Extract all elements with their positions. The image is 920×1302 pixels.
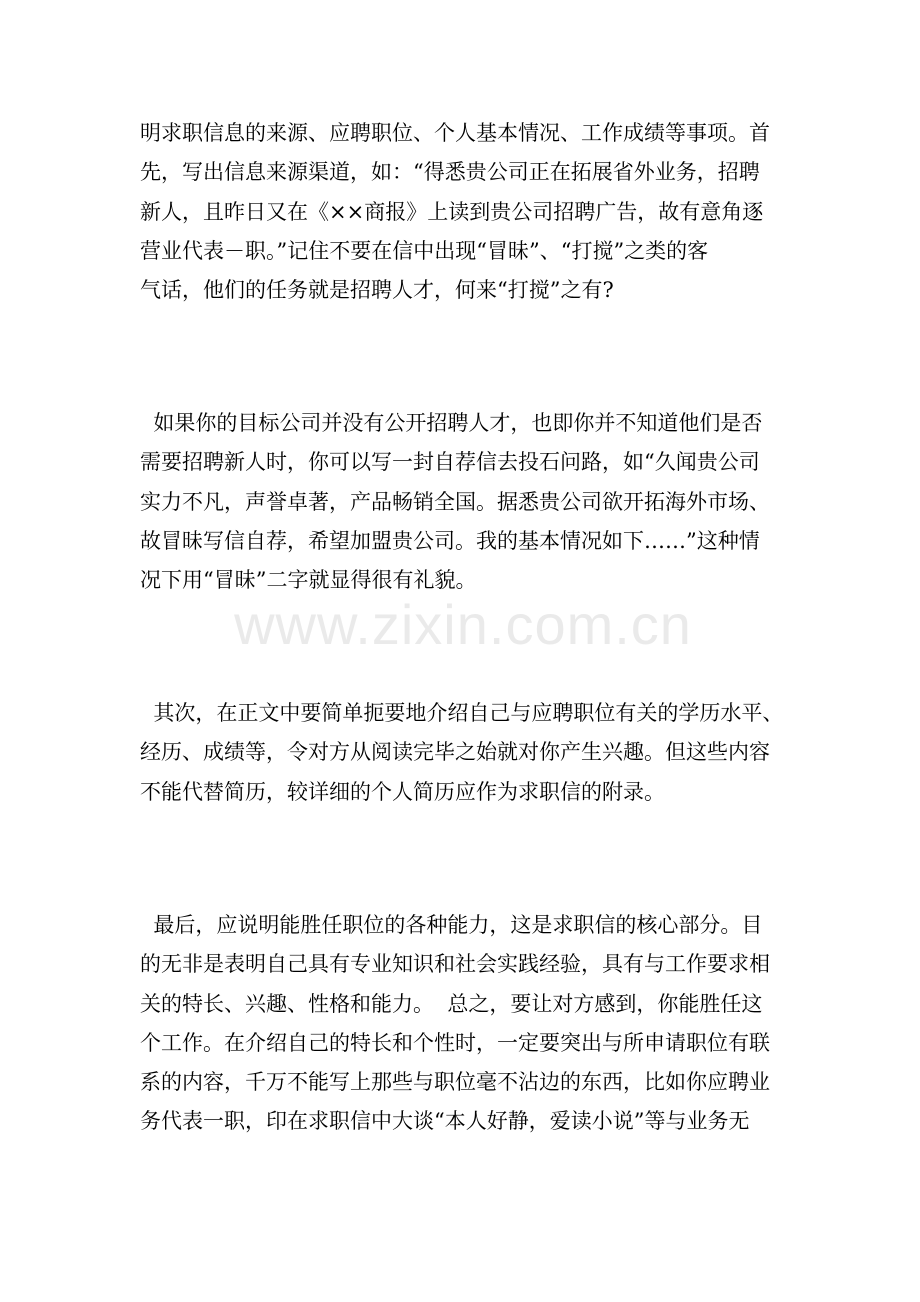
text-line: 的无非是表明自己具有专业知识和社会实践经验，具有与工作要求相 <box>140 952 770 977</box>
text-line: 新人，且昨日又在《××商报》上读到贵公司招聘广告，故有意角逐 <box>140 199 764 224</box>
text-line: 其次，在正文中要简单扼要地介绍自己与应聘职位有关的学历水平、 <box>140 701 784 725</box>
paragraph-2 <box>140 404 780 600</box>
text-line: 营业代表－职。”记住不要在信中出现“冒昧”、“打搅”之类的客 <box>140 238 709 263</box>
text-line: 况下用“冒昧”二字就显得很有礼貌。 <box>140 568 477 593</box>
text-line: 系的内容，千万不能写上那些与职位毫不沾边的东西，比如你应聘业 <box>140 1070 770 1095</box>
watermark: www.zixin.com.cn <box>234 593 692 656</box>
text-line: 需要招聘新人时，你可以写一封自荐信去投石问路，如“久闻贵公司 <box>140 450 760 475</box>
text-line: 关的特长、兴趣、性格和能力。 总之，要让对方感到，你能胜任这 <box>140 991 763 1016</box>
text-line: 先，写出信息来源渠道，如：“得悉贵公司正在拓展省外业务，招聘 <box>140 160 760 185</box>
text-line: 经历、成绩等，令对方从阅读完毕之始就对你产生兴趣。但这些内容 <box>140 740 770 765</box>
text-line: 个工作。在介绍自己的特长和个性时，一定要突出与所申请职位有联 <box>140 1030 770 1055</box>
text-line: 故冒昧写信自荐，希望加盟贵公司。我的基本情况如下……”这种情 <box>140 528 760 553</box>
text-line: 明求职信息的来源、应聘职位、个人基本情况、工作成绩等事项。首 <box>140 121 770 145</box>
paragraph-4 <box>140 906 780 1142</box>
text-line: 气话，他们的任务就是招聘人才，何来“打搅”之有? <box>140 278 614 303</box>
text-line: 实力不凡，声誉卓著，产品畅销全国。据悉贵公司欲开拓海外市场、 <box>140 489 770 514</box>
text-line: 不能代替简历，较详细的个人简历应作为求职信的附录。 <box>140 779 665 804</box>
text-line: 最后，应说明能胜任职位的各种能力，这是求职信的核心部分。目 <box>140 913 763 937</box>
paragraph-3 <box>140 694 784 812</box>
text-line: 如果你的目标公司并没有公开招聘人才，也即你并不知道他们是否 <box>140 411 763 435</box>
paragraph-1 <box>140 114 780 310</box>
text-line: 务代表一职，印在求职信中大谈“本人好静，爱读小说”等与业务无 <box>140 1109 750 1134</box>
